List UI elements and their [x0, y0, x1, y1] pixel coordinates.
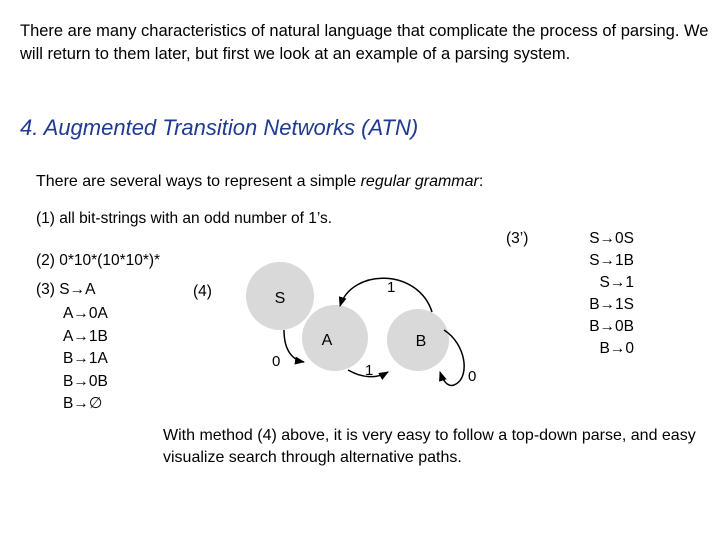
state-a-label: A	[321, 332, 333, 349]
rule-line: B→∅	[63, 395, 103, 412]
state-b-label: B	[415, 333, 427, 350]
edge-s-to-a-label: 0	[272, 353, 281, 370]
rule-line: S→0S	[589, 230, 634, 247]
sentence-end: :	[478, 173, 484, 190]
rule-line: A→0A	[63, 305, 108, 322]
state-s-label: S	[274, 290, 286, 307]
rule-line: B→1A	[63, 350, 108, 367]
conclusion-paragraph: With method (4) above, it is very easy to follow a top-down parse, and easy visualize search through alternative paths.	[163, 427, 696, 466]
sentence-start: There are several ways to represent a simple	[36, 173, 361, 190]
section-heading: 4. Augmented Transition Networks (ATN)	[20, 115, 419, 140]
rule-line: B→0B	[63, 372, 108, 390]
item-two: (2) 0*10*(10*10*)*	[36, 252, 161, 269]
rule-line: B→0B	[589, 318, 634, 335]
rule-line: A→1B	[63, 327, 108, 345]
rule-line: S→1B	[589, 252, 634, 269]
item-one: (1) all bit-strings with an odd number of 1’s.	[36, 210, 333, 227]
method-three-prime-label: (3’)	[506, 230, 529, 247]
method-four-label: (4)	[193, 283, 212, 300]
rule-line: B→0	[599, 340, 634, 357]
edge-b-to-a	[340, 278, 432, 312]
intro-paragraph: There are many characteristics of natural language that complicate the process of parsing. We will return to them later, but first we look at an example of a parsing system.	[20, 22, 709, 63]
rule-line: B→1S	[589, 296, 634, 313]
edge-b-loop-label: 0	[468, 368, 477, 385]
sentence-emphasis: regular grammar	[360, 173, 479, 190]
edge-b-to-a-label: 1	[387, 279, 396, 296]
item-three-label: (3) S→A	[36, 281, 96, 298]
rule-line: S→1	[599, 274, 634, 291]
state-a-node	[302, 305, 368, 371]
edge-s-to-a	[284, 330, 304, 362]
edge-a-to-b-label: 1	[365, 362, 374, 379]
